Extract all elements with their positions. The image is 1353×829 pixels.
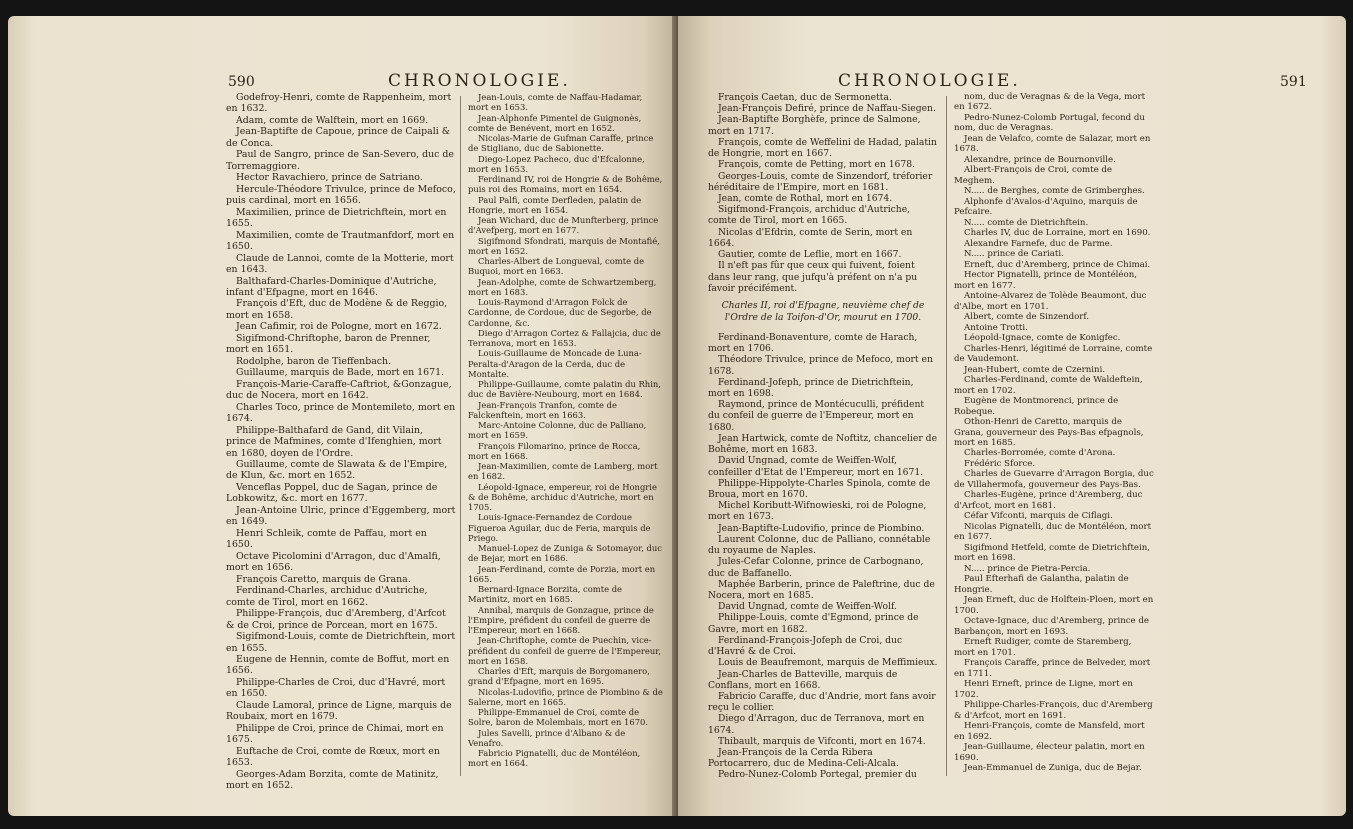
entry: Adam, comte de Walftein, mort en 1669. (236, 114, 429, 126)
entry: Hercule-Théodore Trivulce, prince de Mefoco, puis cardinal, mort en 1656. (226, 183, 456, 207)
entry: Jean-François de la Cerda Ribera Portocarrero, duc de Medina-Celi-Alcala. (708, 747, 899, 770)
entry: Annibal, marquis de Gonzague, prince de l'Empire, préfident du confeil de guerre de l'Empereur, mort en 1668. (468, 604, 654, 635)
entry: Il n'eft pas fûr que ceux qui fuivent, foient dans leur rang, que jufqu'à préfent on n'a pu favoir précifément. (708, 260, 918, 294)
entry: Albert-François de Croi, comte de Meghem. (954, 165, 1112, 186)
entry: Balthafard-Charles-Dominique d'Autriche, infant d'Efpagne, mort en 1646. (226, 275, 437, 298)
entry: Pedro-Nunez-Colomb Portegal, premier du (718, 769, 917, 781)
entry: Charles-Eugène, prince d'Aremberg, duc d'Arfcot, mort en 1681. (954, 490, 1143, 511)
entry: Paul de Sangro, prince de San-Severo, duc de Torremaggiore. (226, 149, 454, 172)
entry: Jean-Baptifte de Capoue, prince de Caipali & de Conca. (226, 126, 451, 149)
page-number-right: 591 (1280, 74, 1307, 90)
entry: nom, duc de Veragnas & de la Vega, mort en 1672. (954, 92, 1146, 113)
running-head-left: CHRONOLOGIE. (388, 71, 571, 91)
entry: Ferdinand-Jofeph, prince de Dietrichftein, mort en 1698. (708, 376, 914, 400)
entry: Paul Efterhafi de Galantha, palatin de Hongrie. (954, 574, 1129, 595)
entry: Jean, comte de Rothal, mort en 1674. (718, 192, 893, 204)
entry: Henri Erneft, prince de Ligne, mort en 1702. (954, 679, 1133, 700)
entry: Guillaume, marquis de Bade, mort en 1671. (236, 367, 445, 379)
entry: Fabricio Caraffe, duc d'Andrie, mort fans avoir reçu le collier. (708, 690, 936, 714)
entry: Diego d'Arragon Cortez & Fallajcia, duc de Terranova, mort en 1653. (468, 327, 661, 348)
entry: Claude Lamoral, prince de Ligne, marquis de Roubaix, mort en 1679. (226, 699, 452, 723)
entry: Charles d'Eft, marquis de Borgomanero, grand d'Efpagne, mort en 1695. (468, 666, 650, 687)
entry: Henri-François, comte de Mansfeld, mort en 1692. (954, 721, 1145, 742)
entry: Marc-Antoine Colonne, duc de Palliano, mort en 1659. (468, 420, 647, 441)
entry: Raymond, prince de Montécuculli, préfident du confeil de guerre de l'Empereur, mort en 1680. (708, 399, 925, 433)
entry: François Caraffe, prince de Belveder, mort en 1711. (954, 658, 1151, 679)
entry: François Caretto, marquis de Grana. (236, 573, 411, 585)
entry: Jean-Louis, comte de Naffau-Hadamar, mort en 1653. (468, 92, 643, 113)
entry: Jean-Adolphe, comte de Schwartzemberg, mort en 1683. (468, 276, 657, 297)
entry: Charles-Henri, légitimé de Lorraine, comte de Vaudemont. (954, 343, 1153, 365)
entry: Jean-François Defiré, prince de Naffau-Siegen. (718, 103, 936, 115)
entry: Erneft, duc d'Aremberg, prince de Chimai. (964, 259, 1151, 270)
entry: Sigifmond-François, archiduc d'Autriche, comte de Tirol, mort en 1665. (708, 204, 911, 227)
entry: Eugène de Montmorenci, prince de Robeque. (954, 396, 1119, 417)
entry: Maximilien, prince de Dietrichftein, mort en 1655. (226, 206, 447, 230)
entry: Paul Palfi, comte Derfleden, palatin de Hongrie, mort en 1654. (468, 194, 642, 215)
entry: Ferdinand-Charles, archiduc d'Autriche, comte de Tirol, mort en 1662. (226, 585, 428, 608)
entry: Maximilien, comte de Trautmanfdorf, mort en 1650. (226, 229, 455, 253)
entry: Nicolas-Marie de Gufman Caraffe, prince de Stigliano, duc de Sabionette. (468, 133, 654, 154)
entry: Jean-Ferdinand, comte de Porzia, mort en 1665. (468, 563, 656, 584)
entry: Jean-Hubert, comte de Czernini. (964, 364, 1106, 375)
entry: Laurent Colonne, duc de Palliano, connétable du royaume de Naples. (708, 533, 931, 557)
entry: Philippe-François, duc d'Aremberg, d'Arfcot & de Croi, prince de Porcean, mort en 1675. (226, 608, 446, 631)
entry: Philippe-Hippolyte-Charles Spinola, comte de Broua, mort en 1670. (708, 477, 931, 500)
entry: François Caetan, duc de Sermonetta. (718, 92, 892, 103)
entry: Jean-Maximilien, comte de Lamberg, mort en 1682. (468, 461, 658, 482)
entry: Venceflas Poppel, duc de Sagan, prince de Lobkowitz, &c. mort en 1677. (226, 481, 438, 505)
entry: Louis-Raymond d'Arragon Folck de Cardonne, de Cordoue, duc de Segorbe, de Cardonne, &c. (468, 297, 652, 328)
page-number-left: 590 (228, 74, 255, 90)
running-head-right: CHRONOLOGIE. (838, 71, 1021, 91)
entry: Sigifmond-Louis, comte de Dietrichftein, mort en 1655. (226, 631, 456, 654)
entry: Guillaume, comte de Slawata & de l'Empire, de Klun, &c. mort en 1652. (226, 459, 448, 482)
entry: Pedro-Nunez-Colomb Portugal, fecond du nom, duc de Veragnas. (954, 112, 1145, 134)
left-page (8, 16, 676, 816)
section-heading: Charles II, roi d'Efpagne, neuvième chef de l'Ordre de la Toifon-d'Or, mourut en 1700. (721, 299, 925, 323)
entry: Jean-Guillaume, électeur palatin, mort en 1690. (954, 742, 1145, 763)
entry: Nicolas d'Efdrin, comte de Serin, mort en 1664. (708, 226, 913, 249)
entry: Nicolas-Ludovifio, prince de Piombino & de Salerne, mort en 1665. (468, 686, 663, 707)
column-divider-left (460, 96, 461, 776)
entry: Charles-Albert de Longueval, comte de Buquoi, mort en 1663. (468, 256, 645, 277)
entry: N..... prince de Cariati. (964, 249, 1064, 260)
entry: Philippe-Emmanuel de Croi, comte de Solre, baron de Molembais, mort en 1670. (468, 707, 649, 728)
entry: Antoine-Alvarez de Tolède Beaumont, duc d'Albe, mort en 1701. (954, 291, 1147, 312)
column-divider-right (946, 96, 947, 776)
entry: Jules Savelli, prince d'Albano & de Venafro. (468, 727, 626, 748)
entry: Léopold-Ignace, empereur, roi de Hongrie & de Bohême, archiduc d'Autriche, mort en 1705. (468, 481, 657, 512)
entry: N..... comte de Dietrichftein. (964, 217, 1089, 228)
entry: Diego-Lopez Pacheco, duc d'Efcalonne, mort en 1653. (468, 153, 645, 174)
entry: Louis-Ignace-Fernandez de Cordoue Figueroa Aguilar, duc de Feria, marquis de Priego. (468, 512, 651, 543)
entry: Charles-Ferdinand, comte de Waldeftein, mort en 1702. (954, 375, 1143, 396)
entry: Alexandre, prince de Bournonville. (964, 154, 1116, 165)
entry: Louis de Beaufremont, marquis de Meffimieux. (718, 657, 938, 669)
entry: Philippe-Louis, comte d'Egmond, prince de Gavre, mort en 1682. (708, 612, 919, 635)
entry: Fabricio Pignatelli, duc de Montéléon, mort en 1664. (468, 748, 641, 769)
entry: Louis-Guillaume de Moncade de Luna-Peralta-d'Aragon de la Cerda, duc de Montalte. (468, 348, 642, 379)
entry: Diego d'Arragon, duc de Terranova, mort en 1674. (708, 713, 925, 736)
entry: David Ungnad, comte de Weiffen-Wolf, confeiller d'Etat de l'Empereur, mort en 1671. (708, 455, 924, 478)
entry: Jean de Velafco, comte de Salazar, mort en 1678. (954, 133, 1151, 155)
left-column-1 (226, 92, 456, 792)
entry: Léopold-Ignace, comte de Konigfec. (964, 333, 1121, 344)
entry: Gautier, comte de Leflie, mort en 1667. (718, 249, 902, 261)
entry: Manuel-Lopez de Zuniga & Sotomayor, duc de Bejar, mort en 1686. (468, 543, 662, 564)
entry: Sigifmond Hetfeld, comte de Dietrichftein, mort en 1698. (954, 542, 1151, 564)
entry: Rodolphe, baron de Tieffenbach. (236, 355, 392, 367)
entry: Charles Toco, prince de Montemileto, mort en 1674. (226, 401, 456, 425)
entry: Antoine Trotti. (964, 322, 1028, 333)
entry: Michel Koributt-Wifnowieski, roi de Pologne, mort en 1673. (708, 500, 927, 523)
entry: Godefroy-Henri, comte de Rappenheim, mort en 1632. (226, 92, 452, 115)
right-column-2 (954, 92, 1154, 773)
entry: Octave-Ignace, duc d'Aremberg, prince de Barbançon, mort en 1693. (954, 616, 1149, 637)
entry: Thibault, marquis de Vifconti, mort en 1674. (718, 735, 926, 747)
entry: Henri Schleik, comte de Paffau, mort en 1650. (226, 527, 427, 551)
entry: Ferdinand-François-Jofeph de Croi, duc d'Havré & de Croi. (708, 634, 903, 658)
entry: Philippe-Charles de Croi, duc d'Havré, mort en 1650. (226, 676, 446, 700)
entry: Ferdinand IV, roi de Hongrie & de Bohême, puis roi des Romains, mort en 1654. (468, 174, 663, 195)
entry: Hector Pignatelli, prince de Montéléon, mort en 1677. (954, 270, 1137, 291)
entry: Jean Hartwick, comte de Noftitz, chancelier de Bohême, mort en 1683. (708, 432, 938, 456)
entry: Ferdinand-Bonaventure, comte de Harach, mort en 1706. (708, 331, 918, 355)
entry: Philippe de Croi, prince de Chimai, mort en 1675. (226, 722, 444, 746)
entry: Jean-Baptifte Borghèfe, prince de Salmone, mort en 1717. (708, 114, 921, 137)
entry: Charles de Guevarre d'Arragon Borgia, duc de Villahermofa, gouverneur des Pays-Bas. (954, 469, 1154, 490)
entry: Jean-Charles de Batteville, marquis de Conflans, mort en 1668. (708, 668, 898, 691)
entry: Bernard-Ignace Borzita, comte de Martinitz, mort en 1685. (468, 584, 623, 605)
entry: Philippe-Balthafard de Gand, dit Vilain, prince de Mafmines, comte d'Ifenghien, mort en 1680, doyen de l'Ordre. (226, 424, 442, 459)
entry: Jean Cafimir, roi de Pologne, mort en 1672. (236, 321, 442, 333)
entry: François, comte de Petting, mort en 1678. (718, 159, 916, 171)
right-column-1 (708, 92, 938, 781)
entry: Théodore Trivulce, prince de Mefoco, mort en 1678. (708, 354, 933, 377)
entry: Jean-Alphonfe Pimentel de Guignonès, comte de Benévent, mort en 1652. (468, 112, 642, 133)
entry: David Ungnad, comte de Weiffen-Wolf. (718, 601, 897, 613)
entry: Erneft Rudiger, comte de Staremberg, mort en 1701. (954, 637, 1132, 658)
entry: François Filomarino, prince de Rocca, mort en 1668. (468, 440, 641, 461)
entry: Jean Wichard, duc de Munfterberg, prince d'Avefperg, mort en 1677. (468, 215, 659, 236)
entry: Georges-Louis, comte de Sinzendorf, tréforier héréditaire de l'Empire, mort en 1681. (708, 170, 933, 193)
entry: Othon-Henri de Caretto, marquis de Grana, gouverneur des Pays-Bas efpagnols, mort en 1685. (954, 417, 1144, 448)
entry: Euftache de Croi, comte de Rœux, mort en 1653. (226, 745, 440, 769)
entry: N..... de Berghes, comte de Grimberghes. (964, 186, 1145, 197)
entry: Philippe-Guillaume, comte palatin du Rhin, duc de Bavière-Neubourg, mort en 1684. (468, 379, 661, 400)
entry: François, comte de Weffelini de Hadad, palatin de Hongrie, mort en 1667. (708, 136, 937, 160)
entry: Georges-Adam Borzita, comte de Matinitz, mort en 1652. (226, 768, 439, 792)
entry: Sigifmond Sfondrati, marquis de Montafié, mort en 1652. (468, 235, 660, 256)
entry: Jean Erneft, duc de Holftein-Ploen, mort en 1700. (954, 595, 1154, 616)
entry: Jules-Cefar Colonne, prince de Carbognano, duc de Baffanello. (708, 556, 924, 579)
entry: François d'Eft, duc de Modène & de Reggio, mort en 1658. (226, 298, 448, 321)
entry: Céfar Vifconti, marquis de Ciflagi. (964, 511, 1113, 522)
right-page (678, 16, 1346, 816)
left-column-2 (468, 92, 663, 769)
entry: Alphonfe d'Avalos-d'Aquino, marquis de Pefcaire. (954, 196, 1138, 218)
entry: Jean-Chriftophe, comte de Puechin, vice-préfident du confeil de guerre de l'Empereur, mort en 1658. (468, 635, 662, 666)
entry: Alexandre Farnefe, duc de Parme. (964, 238, 1113, 249)
entry: Nicolas Pignatelli, duc de Montéléon, mort en 1677. (954, 521, 1152, 543)
entry: Charles IV, duc de Lorraine, mort en 1690. (964, 228, 1151, 239)
entry: Sigifmond-Chriftophe, baron de Prenner, mort en 1651. (226, 332, 431, 356)
entry: Jean-Baptifte-Ludovifio, prince de Piombino. (718, 522, 925, 534)
entry: Eugene de Hennin, comte de Boffut, mort en 1656. (226, 653, 450, 677)
entry: Hector Ravachiero, prince de Satriano. (236, 172, 423, 184)
entry: N..... prince de Pietra-Percia. (964, 563, 1091, 574)
entry: Jean-François Tranfon, comte de Falckenftein, mort en 1663. (468, 399, 617, 420)
entry: Octave Picolomini d'Arragon, duc d'Amalfi, mort en 1656. (226, 550, 441, 574)
entry: Charles-Borromée, comte d'Arona. (964, 448, 1116, 459)
entry: Philippe-Charles-François, duc d'Aremberg & d'Arfcot, mort en 1691. (954, 700, 1153, 721)
entry: François-Marie-Caraffe-Caftriot, &Gonzague, duc de Nocera, mort en 1642. (226, 378, 452, 402)
entry: Jean-Antoine Ulric, prince d'Eggemberg, mort en 1649. (226, 504, 456, 528)
entry: Claude de Lannoi, comte de la Motterie, mort en 1643. (226, 252, 454, 276)
entry: Jean-Emmanuel de Zuniga, duc de Bejar. (964, 763, 1142, 773)
entry: Frédéric Sforce. (964, 458, 1036, 469)
entry: Maphée Barberin, prince de Paleftrine, duc de Nocera, mort en 1685. (708, 578, 935, 601)
entry: Albert, comte de Sinzendorf. (964, 312, 1089, 323)
